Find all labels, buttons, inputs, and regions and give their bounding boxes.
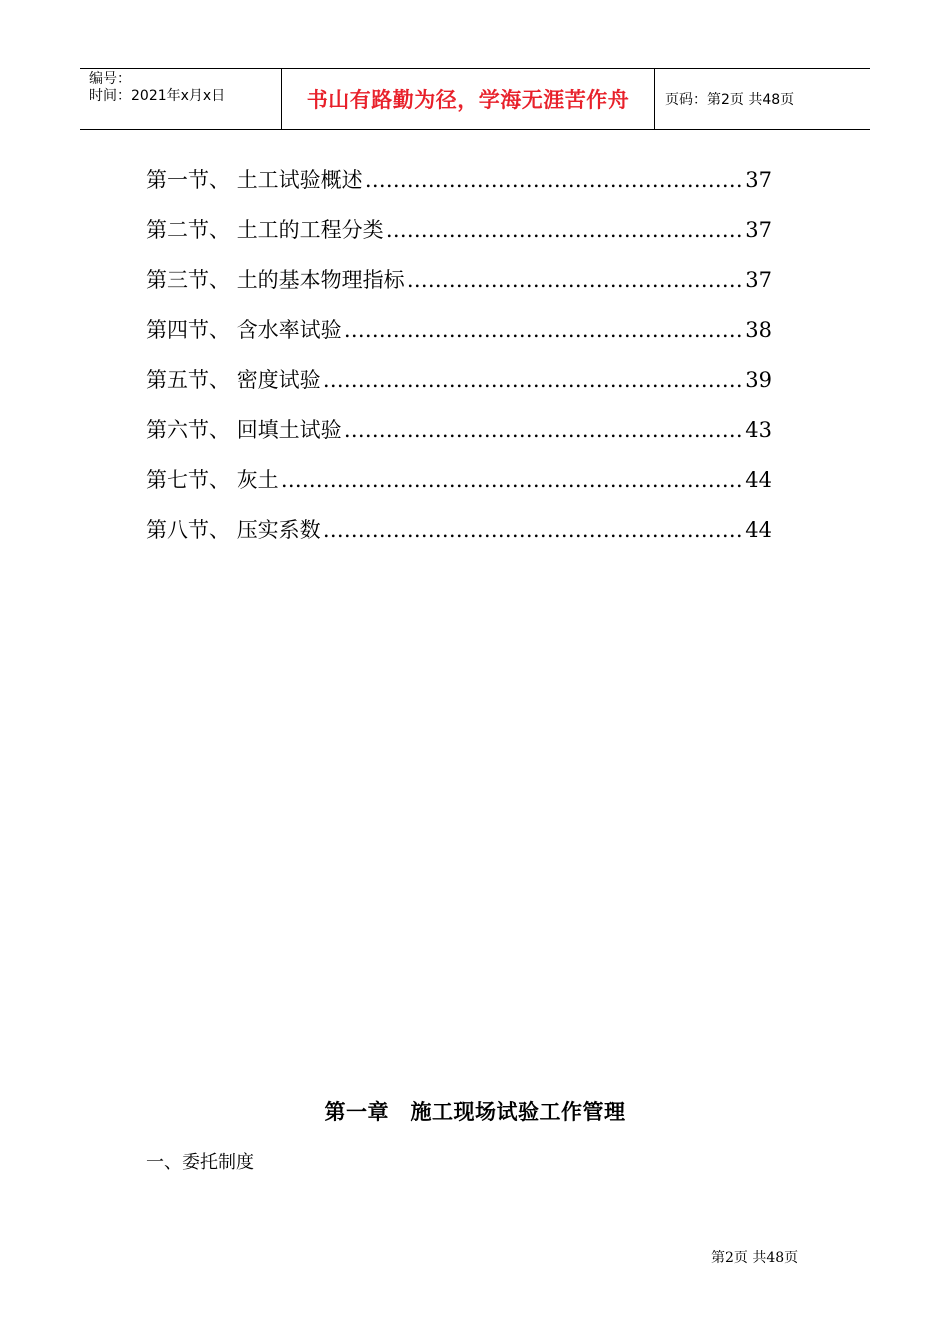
- toc-page-number: 44: [745, 518, 772, 542]
- toc-leader-dots: [365, 163, 744, 197]
- toc-page-number: 44: [745, 468, 772, 492]
- toc-entry[interactable]: [146, 313, 772, 363]
- toc-section-number: 第六节、: [146, 418, 230, 442]
- toc-section-title: 密度试验: [236, 368, 321, 392]
- toc-section-number: 第三节、: [146, 268, 230, 292]
- toc-entry[interactable]: [146, 263, 772, 313]
- toc-section-number: 第一节、: [146, 168, 230, 192]
- footer-page-number: 第2页 共48页: [711, 1250, 799, 1266]
- toc-entry[interactable]: [146, 513, 772, 563]
- header-page-cell: [655, 69, 870, 129]
- toc-leader-dots: [344, 313, 744, 347]
- section-heading: 一、委托制度: [146, 1152, 254, 1173]
- toc-section-number: 第八节、: [146, 518, 230, 542]
- toc-page-number: 38: [745, 318, 772, 342]
- toc-entry[interactable]: [146, 213, 772, 263]
- header-motto: 书山有路勤为径，学海无涯苦作舟: [306, 88, 630, 112]
- chapter-title: 第一章 施工现场试验工作管理: [324, 1100, 626, 1124]
- toc-section-number: 第四节、: [146, 318, 230, 342]
- page-header: [80, 68, 870, 130]
- toc-section-title: 土工试验概述: [236, 168, 363, 192]
- toc-section-title: 压实系数: [236, 518, 321, 542]
- toc-entry[interactable]: [146, 163, 772, 213]
- toc-leader-dots: [386, 213, 744, 247]
- header-page-number: 页码：第2页 共48页: [665, 92, 795, 108]
- toc-leader-dots: [323, 513, 744, 547]
- document-time-label: 时间：2021年x月x日: [89, 88, 226, 104]
- toc-leader-dots: [281, 463, 744, 497]
- toc-leader-dots: [407, 263, 744, 297]
- toc-section-title: 灰土: [236, 468, 279, 492]
- toc-section-number: 第二节、: [146, 218, 230, 242]
- toc-leader-dots: [344, 413, 744, 447]
- toc-section-title: 土的基本物理指标: [236, 268, 405, 292]
- toc-section-number: 第五节、: [146, 368, 230, 392]
- toc-page-number: 37: [745, 218, 772, 242]
- toc-section-title: 含水率试验: [236, 318, 342, 342]
- document-number-label: 编号：: [89, 71, 131, 87]
- toc-page-number: 39: [745, 368, 772, 392]
- toc-entry[interactable]: [146, 463, 772, 513]
- toc-section-number: 第七节、: [146, 468, 230, 492]
- toc-entry[interactable]: [146, 363, 772, 413]
- header-info-cell: [80, 69, 282, 129]
- toc-section-title: 回填土试验: [236, 418, 342, 442]
- toc-page-number: 37: [745, 168, 772, 192]
- toc-section-title: 土工的工程分类: [236, 218, 384, 242]
- header-motto-cell: [282, 69, 655, 129]
- toc-leader-dots: [323, 363, 744, 397]
- toc-entry[interactable]: [146, 413, 772, 463]
- table-of-contents: [146, 163, 772, 563]
- toc-page-number: 43: [745, 418, 772, 442]
- toc-page-number: 37: [745, 268, 772, 292]
